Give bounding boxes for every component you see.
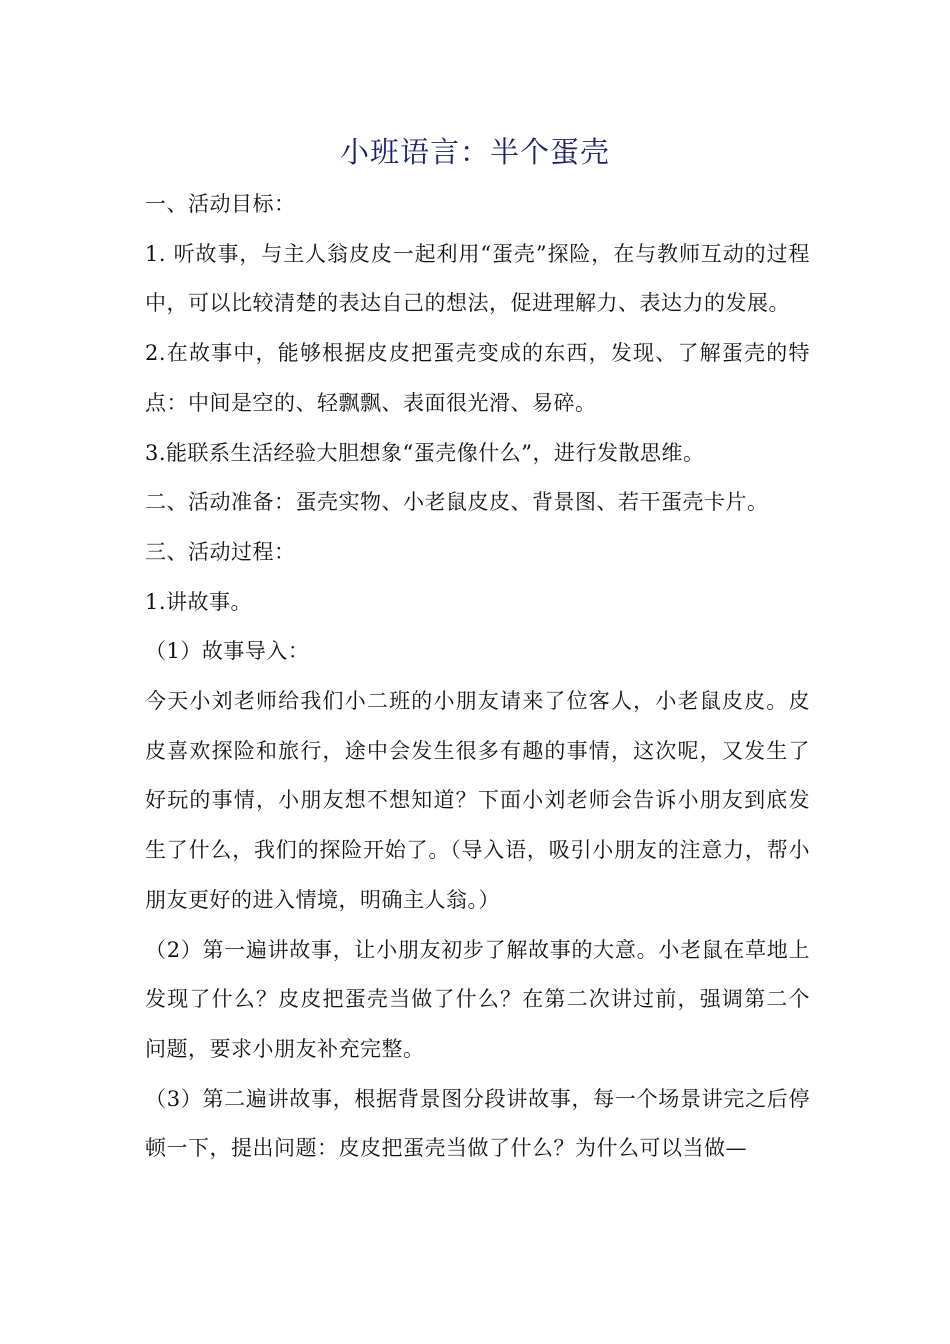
goal-item-3: 3.能联系生活经验大胆想象“蛋壳像什么”，进行发散思维。 xyxy=(145,440,705,465)
section-heading-goals: 一、活动目标： xyxy=(145,192,296,216)
process-step-1: 1.讲故事。 xyxy=(145,589,253,614)
process-substep-1: （1）故事导入： xyxy=(145,639,310,664)
process-substep-3: （3）第二遍讲故事，根据背景图分段讲故事，每一个场景讲完之后停顿一下，提出问题：皮皮把蛋壳当做了什么？为什么可以当做— xyxy=(145,1086,810,1161)
goal-item-2: 2.在故事中，能够根据皮皮把蛋壳变成的东西，发现、了解蛋壳的特点：中间是空的、轻飘飘、表面很光滑、易碎。 xyxy=(145,341,810,415)
process-substep-2: （2）第一遍讲故事，让小朋友初步了解故事的大意。小老鼠在草地上发现了什么？皮皮把蛋壳当做了什么？在第二次讲过前，强调第二个问题，要求小朋友补充完整。 xyxy=(145,937,810,1061)
goal-item-1: 1. 听故事，与主人翁皮皮一起利用“蛋壳”探险，在与教师互动的过程中，可以比较清楚的表达自己的想法，促进理解力、表达力的发展。 xyxy=(145,241,810,316)
section-heading-process: 三、活动过程： xyxy=(145,539,296,564)
intro-paragraph: 今天小刘老师给我们小二班的小朋友请来了位客人，小老鼠皮皮。皮皮喜欢探险和旅行，途中会发生很多有趣的事情，这次呢，又发生了好玩的事情，小朋友想不想知道？下面小刘老师会告诉小朋友到底发生了什么，我们的探险开始了。（导入语，吸引小朋友的注意力，帮小朋友更好的进入情境，明确主人翁。） xyxy=(145,689,810,912)
document-body xyxy=(145,180,810,1174)
section-heading-preparation: 二、活动准备：蛋壳实物、小老鼠皮皮、背景图、若干蛋壳卡片。 xyxy=(145,490,769,515)
document-title: 小班语言：半个蛋壳 xyxy=(339,135,610,169)
